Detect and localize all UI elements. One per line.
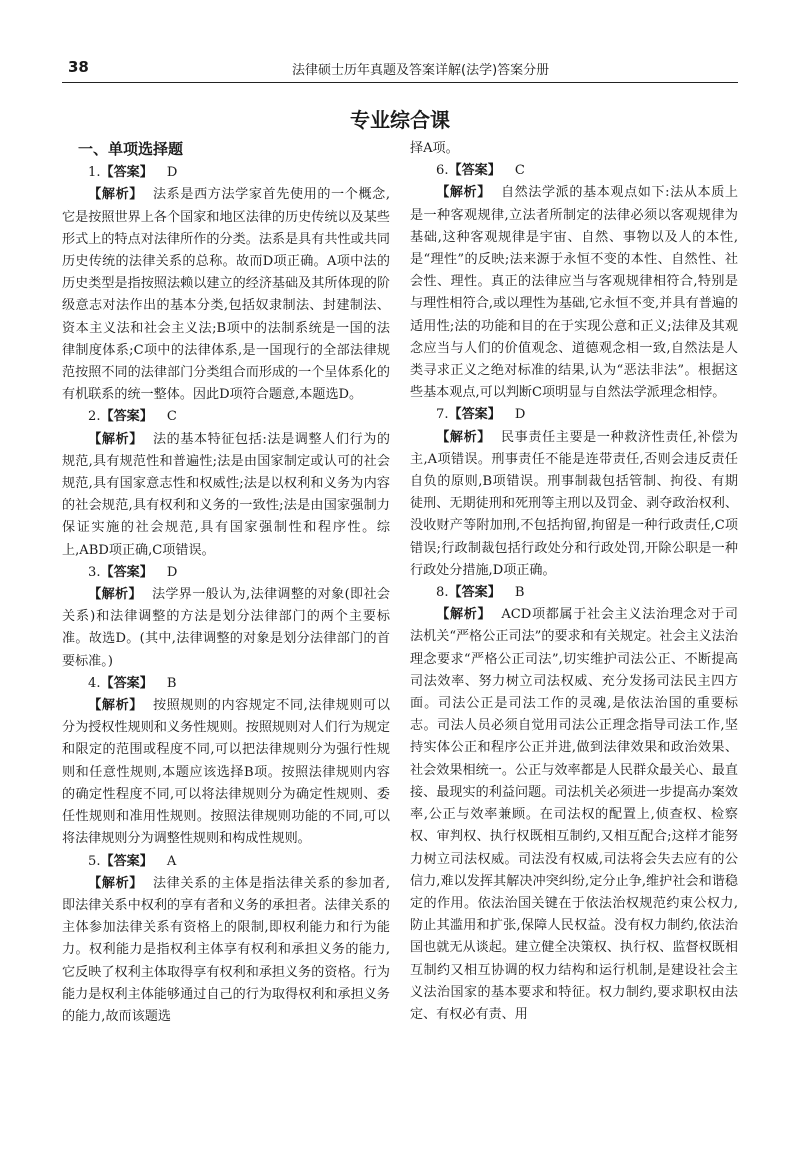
- explanation-5: [62, 873, 390, 1028]
- explanation-text: 法的基本特征包括:法是调整人们行为的规范,具有规范性和普遍性;法是由国家制定或认可的社会规范,具有国家意志性和权威性;法是以权利和义务为内容的社会规范,具有权利和义务的一致性;法是由国家强制力保证实施的社会规范,具有国家强制性和程序性。综上,ABD项正确,C项错误。: [62, 431, 390, 558]
- section-title: 专业综合课: [350, 108, 450, 132]
- question-number: 4.: [88, 675, 101, 691]
- running-title: 法律硕士历年真题及答案详解(法学)答案分册: [292, 63, 550, 78]
- explain-tag: 【解析】: [436, 429, 491, 445]
- left-column: [62, 138, 390, 1028]
- answer-tag: 【答案】: [100, 409, 153, 425]
- question-number: 2.: [88, 409, 101, 425]
- explanation-text: 自然法学派的基本观点如下:法从本质上是一种客观规律,立法者所制定的法律必须以客观规律为基础,这种客观规律是宇宙、自然、事物以及人的本性,是“理性”的反映;法来源于永恒不变的本性、自然性、社会性、理性。真正的法律应当与客观规律相符合,特别是与理性相符合,或以理性为基础,它永恒不变,并具有普遍的适用性;法的功能和目的在于实现公意和正义;法律及其观念应当与人们的价值观念、道德观念相一致,自然法是人类寻求正义之绝对标准的结果,认为“恶法非法”。根据这些基本观点,可以判断C项明显与自然法学派理念相悖。: [410, 185, 738, 401]
- explanation-7: [410, 427, 738, 582]
- answer-line-5: [62, 851, 390, 873]
- answer-line-2: [62, 406, 390, 428]
- answer-line-1: [62, 162, 390, 184]
- answer-tag: 【答案】: [448, 163, 501, 179]
- answer-line-4: [62, 673, 390, 695]
- page-header: [62, 54, 738, 83]
- explanation-4: [62, 695, 390, 850]
- question-number: 6.: [436, 163, 449, 179]
- answer-tag: 【答案】: [100, 564, 153, 580]
- question-number: 8.: [436, 585, 449, 601]
- explain-tag: 【解析】: [88, 431, 143, 447]
- question-number: 1.: [88, 165, 101, 181]
- question-number: 5.: [88, 853, 101, 869]
- explain-tag: 【解析】: [88, 698, 143, 714]
- answer-letter: C: [166, 409, 177, 425]
- explain-tag: 【解析】: [88, 187, 143, 203]
- explanation-text: 按照规则的内容规定不同,法律规则可以分为授权性规则和义务性规则。按照规则对人们行为规定和限定的范围或程度不同,可以把法律规则分为强行性规则和任意性规则,本题应该选择B项。按照法律规则内容的确定性程度不同,可以将法律规则分为确定性规则、委任性规则和准用性规则。按照法律规则功能的不同,可以将法律规则分为调整性规则和构成性规则。: [62, 698, 390, 847]
- question-number: 3.: [88, 564, 101, 580]
- answer-tag: 【答案】: [100, 165, 153, 181]
- explanation-3: [62, 584, 390, 673]
- explanation-text: 民事责任主要是一种救济性责任,补偿为主,A项错误。刑事责任不能是连带责任,否则会违反责任自负的原则,B项错误。刑事制裁包括管制、拘役、有期徒刑、无期徒刑和死刑等主刑以及罚金、剥夺政治权利、没收财产等附加刑,不包括拘留,拘留是一种行政责任,C项错误;行政制裁包括行政处分和行政处罚,开除公职是一种行政处分措施,D项正确。: [410, 429, 738, 578]
- explanation-1: [62, 184, 390, 406]
- right-column: [410, 138, 738, 1026]
- answer-letter: C: [514, 163, 525, 179]
- answer-tag: 【答案】: [448, 407, 501, 423]
- answer-letter: B: [166, 675, 177, 691]
- answer-line-8: [410, 582, 738, 604]
- answer-letter: D: [166, 165, 178, 181]
- answer-tag: 【答案】: [448, 585, 501, 601]
- answer-tag: 【答案】: [100, 853, 153, 869]
- explain-tag: 【解析】: [436, 607, 492, 623]
- question-number: 7.: [436, 407, 449, 423]
- answer-line-3: [62, 562, 390, 584]
- explanation-8: [410, 604, 738, 1026]
- explain-tag: 【解析】: [88, 587, 142, 603]
- answer-tag: 【答案】: [100, 675, 153, 691]
- explanation-text: 法律关系的主体是指法律关系的参加者,即法律关系中权利的享有者和义务的承担者。法律关系的主体参加法律关系有资格上的限制,即权利能力和行为能力。权利能力是指权利主体享有权利和承担义务的能力,它反映了权利主体取得享有权利和承担义务的资格。行为能力是权利主体能够通过自己的行为取得权利和承担义务的能力,故而该题选: [62, 875, 390, 1024]
- part-heading: 一、单项选择题: [78, 140, 184, 158]
- explanation-text: 法系是西方法学家首先使用的一个概念,它是按照世界上各个国家和地区法律的历史传统以及某些形式上的特点对法律所作的分类。法系是具有共性或共同历史传统的法律关系的总称。故而D项正确。A项中法的历史类型是指按照法赖以建立的经济基础及其所体现的阶级意志对法作出的基本分类,包括奴隶制法、封建制法、资本主义法和社会主义法;B项中的法制系统是一国的法律制度体系;C项中的法律体系,是一国现行的全部法律规范按照不同的法律部门分类组合而形成的一个呈体系化的有机联系的统一整体。因此D项符合题意,本题选D。: [62, 187, 390, 403]
- explanation-text: 法学界一般认为,法律调整的对象(即社会关系)和法律调整的方法是划分法律部门的两个主要标准。故选D。(其中,法律调整的对象是划分法律部门的首要标准。): [62, 587, 390, 669]
- answer-line-6: [410, 160, 738, 182]
- page-number: 38: [68, 58, 89, 76]
- continued-text: 择A项。: [410, 141, 459, 156]
- explanation-6: [410, 182, 738, 404]
- explain-tag: 【解析】: [436, 185, 491, 201]
- answer-letter: D: [166, 564, 178, 580]
- explanation-text: ACD项都属于社会主义法治理念对于司法机关“严格公正司法”的要求和有关规定。社会主义法治理念要求“严格公正司法”,切实维护司法公正、不断提高司法效率、努力树立司法权威、充分发扬司法民主四方面。司法公正是司法工作的灵魂,是依法治国的重要标志。司法人员必须自觉用司法公正理念指导司法工作,坚持实体公正和程序公正并进,做到法律效果和政治效果、社会效果相统一。公正与效率都是人民群众最关心、最直接、最现实的利益问题。司法机关必须进一步提高办案效率,公正与效率兼顾。在司法权的配置上,侦查权、检察权、审判权、执行权既相互制约,又相互配合;这样才能努力树立司法权威。司法没有权威,司法将会失去应有的公信力,难以发挥其解决冲突纠纷,定分止争,维护社会和谐稳定的作用。依法治国关键在于依法治权规范约束公权力,防止其滥用和扩张,保障人民权益。没有权力制约,依法治国也就无从谈起。建立健全决策权、执行权、监督权既相互制约又相互协调的权力结构和运行机制,是建设社会主义法治国家的基本要求和特征。权力制约,要求职权由法定、有权必有责、用: [410, 607, 738, 1022]
- explain-tag: 【解析】: [88, 875, 143, 891]
- answer-letter: A: [166, 853, 177, 869]
- answer-letter: B: [514, 585, 525, 601]
- answer-line-7: [410, 404, 738, 426]
- answer-letter: D: [514, 407, 526, 423]
- explanation-2: [62, 429, 390, 562]
